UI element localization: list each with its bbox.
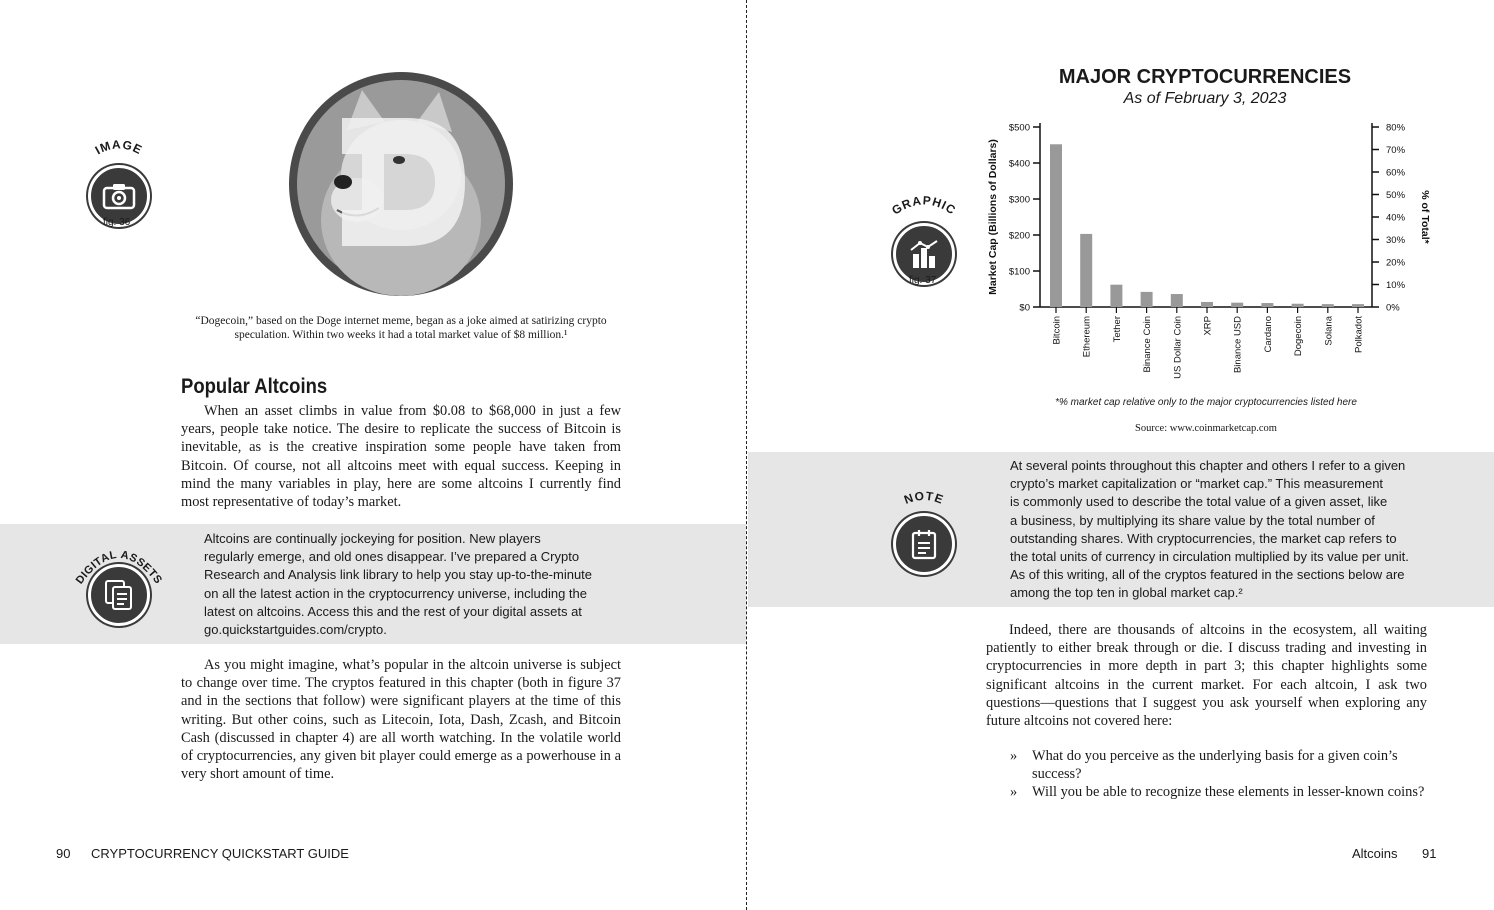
image-badge (86, 140, 152, 227)
note-line: As of this writing, all of the cryptos featured in the sections below are (1010, 567, 1405, 583)
bar-binance-coin (1141, 292, 1153, 307)
intro-paragraph (181, 402, 621, 511)
chart-subtitle: As of February 3, 2023 (1123, 90, 1287, 107)
note-caption-arc (893, 490, 955, 508)
digital-assets-icon-wrap (88, 564, 150, 626)
left-running-title: CRYPTOCURRENCY QUICKSTART GUIDE (91, 846, 349, 861)
note-line: is commonly used to describe the total value of a given asset, like (1010, 494, 1388, 510)
fig-37-label: fig. 37 (909, 275, 937, 286)
left-page-number: 90 (56, 846, 71, 861)
y-tick-label-left: $300 (1008, 194, 1030, 206)
bar-solana (1322, 304, 1334, 307)
x-tick-label: Solana (1323, 316, 1335, 346)
chart-title: MAJOR CRYPTOCURRENCIES (1058, 66, 1352, 88)
y-tick-label-left: $500 (1008, 122, 1030, 134)
chart-source: Source: www.coinmarketcap.com (1135, 423, 1277, 434)
svg-text:GRAPHIC: GRAPHIC (889, 196, 959, 218)
graphic-badge (889, 196, 959, 285)
x-tick-label: XRP (1202, 316, 1214, 336)
right-paragraph-text: Indeed, there are thousands of altcoins in the ecosystem, all waiting patiently to either break through or die. I discuss trading and investing in cryptocurrencies in more depth in part 3; this chapter highlights some significant altcoins in the current market. For each altcoin, I ask two questions—questions that I suggest you ask yourself when exploring any future altcoins not covered here: (986, 622, 1427, 730)
svg-text:IMAGE: IMAGE (92, 140, 145, 158)
svg-text:DIGITAL ASSETS: DIGITAL ASSETS (73, 548, 165, 587)
section-heading: Popular Altcoins (181, 375, 328, 398)
y-tick-label-right: 40% (1386, 212, 1406, 224)
sidebar-line: Research and Analysis link library to help you stay up-to-the-minute (204, 567, 593, 583)
page-spine (746, 0, 747, 910)
chart-footnote: *% market cap relative only to the major cryptocurrencies listed here (1055, 397, 1357, 408)
y-tick-label-left: $0 (1019, 302, 1030, 314)
x-tick-label: Ethereum (1081, 316, 1093, 358)
x-tick-label: Binance Coin (1142, 316, 1154, 373)
image-caption: “Dogecoin,” based on the Doge internet meme, began as a joke aimed at satirizing crypto speculation. Within two weeks it had a total market value of $8 million.¹ (195, 315, 607, 341)
question-list (1010, 747, 1440, 802)
market-cap-chart (980, 112, 1440, 397)
notepad-icon (893, 513, 955, 575)
sidebar-line: on all the latest action in the cryptocurrency universe, including the (204, 585, 587, 601)
note-line: among the top ten in global market cap.² (1010, 585, 1243, 601)
list-item (1010, 783, 1440, 801)
sidebar-link-line[interactable]: go.quickstartguides.com/crypto. (204, 622, 387, 638)
documents-icon (88, 564, 150, 626)
y-tick-label-right: 30% (1386, 235, 1406, 246)
y-tick-label-left: $100 (1008, 266, 1030, 278)
sidebar-line: regularly emerge, and old ones disappear. I’ve prepared a Crypto (204, 549, 580, 565)
note-line: a business, by multiplying its share value by the total number of (1010, 512, 1375, 528)
bar-ethereum (1080, 234, 1092, 307)
bar-bitcoin (1050, 144, 1062, 307)
y-axis-title-right: % of Total* (1419, 190, 1431, 244)
y-axis-title-left: Market Cap (Billions of Dollars) (987, 139, 999, 295)
digital-assets-text (204, 530, 624, 639)
y-tick-label-right: 10% (1386, 280, 1406, 291)
x-tick-label: Tether (1111, 316, 1123, 343)
y-tick-label-right: 20% (1386, 257, 1406, 269)
note-line: the total units of currency in circulation multiplied by its value per unit. (1010, 549, 1409, 565)
note-line: At several points throughout this chapter and others I refer to a given (1010, 458, 1406, 473)
y-tick-label-right: 60% (1386, 167, 1406, 179)
sidebar-line: latest on altcoins. Access this and the rest of your digital assets at (204, 603, 582, 619)
note-line: crypto’s market capitalization or “market cap.” This measurement (1010, 476, 1384, 492)
y-tick-label-left: $200 (1008, 230, 1030, 242)
note-badge (893, 490, 955, 575)
x-tick-label: Binance USD (1232, 316, 1244, 374)
right-paragraph (986, 621, 1427, 730)
bar-cardano (1261, 303, 1273, 307)
note-line: outstanding shares. With cryptocurrencies, the market cap refers to (1010, 530, 1397, 546)
list-item-text: Will you be able to recognize these elements in lesser-known coins? (1032, 784, 1425, 801)
bullet-mark: » (1010, 784, 1018, 801)
x-tick-label: US Dollar Coin (1172, 316, 1184, 379)
graphic-caption-arc (889, 196, 959, 218)
intro-paragraph-text: When an asset climbs in value from $0.08 to $68,000 in just a few years, people take notice. The desire to replicate the success of Bitcoin is inevitable, as is the creative inspiration some people have taken from Bitcoin. Of course, not all altcoins meet with equal success. Keeping in mind the many variables in play, here are some altcoins I currently find most representative of today’s market. (181, 403, 621, 511)
x-tick-label: Cardano (1262, 316, 1274, 353)
bar-xrp (1201, 302, 1213, 307)
second-paragraph (181, 656, 621, 783)
bullet-mark: » (1010, 748, 1018, 764)
y-tick-label-left: $400 (1008, 158, 1030, 170)
right-page-number: 91 (1422, 846, 1437, 861)
svg-text:NOTE: NOTE (902, 490, 946, 507)
bar-polkadot (1352, 304, 1364, 307)
bar-us-dollar-coin (1171, 294, 1183, 307)
list-item (1010, 747, 1440, 783)
dogecoin-image (287, 70, 515, 298)
right-running-title: Altcoins (1352, 846, 1398, 861)
x-tick-label: Polkadot (1353, 316, 1365, 353)
y-tick-label-right: 80% (1386, 122, 1406, 134)
note-text (1010, 457, 1450, 603)
bar-binance-usd (1231, 303, 1243, 307)
y-tick-label-right: 0% (1386, 302, 1400, 314)
sidebar-line: Altcoins are continually jockeying for position. New players (204, 531, 541, 546)
second-paragraph-text: As you might imagine, what’s popular in the altcoin universe is subject to change over time. The cryptos featured in this chapter (both in figure 37 and in the sections that follow) were significant players at the time of this writing. But other coins, such as Litecoin, Iota, Dash, Zcash, and Bitcoin Cash (discussed in chapter 4) are all worth watching. In the volatile world of cryptocurrencies, any given bit player could emerge as a powerhouse in a very short amount of time. (181, 657, 621, 783)
list-item-text: What do you perceive as the underlying basis for a given coin’s success? (1032, 748, 1398, 783)
y-tick-label-right: 50% (1386, 190, 1406, 201)
bar-tether (1110, 285, 1122, 307)
fig-36-label: fig. 36 (103, 217, 131, 228)
x-tick-label: Bitcoin (1051, 316, 1063, 345)
x-tick-label: Dogecoin (1293, 316, 1305, 357)
y-tick-label-right: 70% (1386, 145, 1406, 156)
bar-dogecoin (1292, 304, 1304, 307)
image-badge-caption-arc (86, 140, 152, 160)
